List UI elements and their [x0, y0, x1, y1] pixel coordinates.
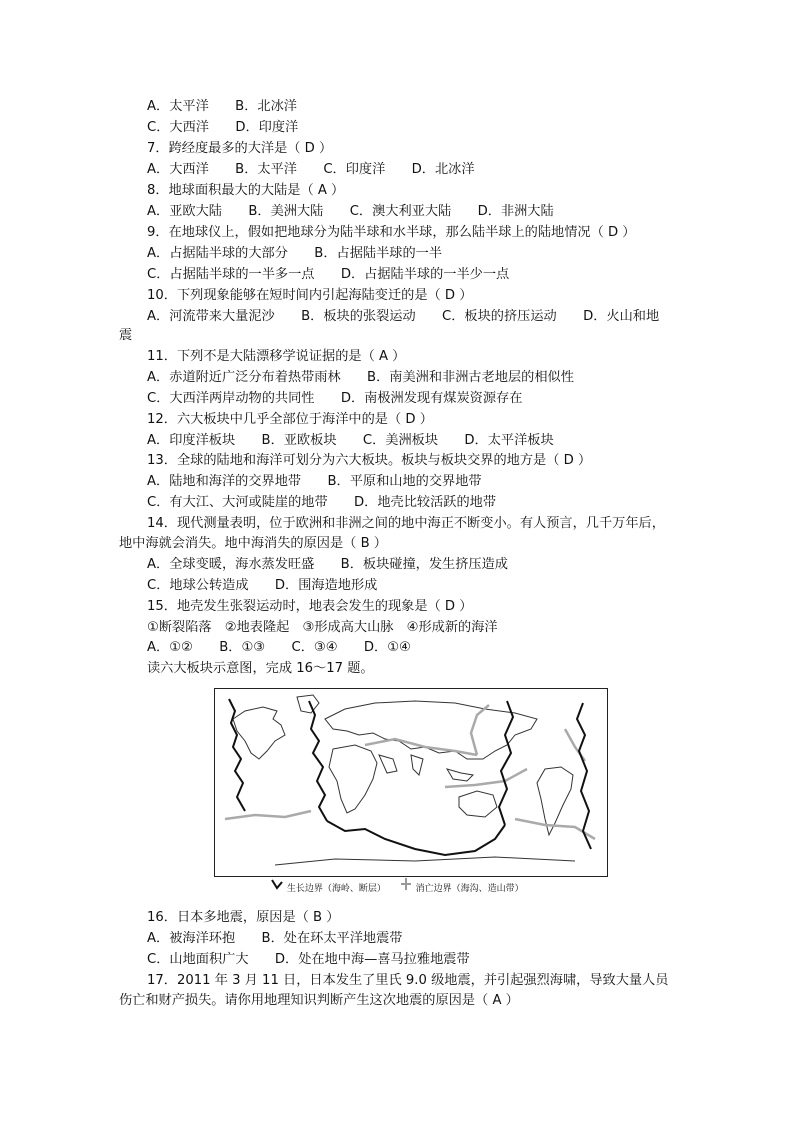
q16-stem: 16．日本多地震，原因是（ B ） — [147, 910, 340, 925]
q17-stem-wrap: 伤亡和财产损失。请你用地理知识判断产生这次地震的原因是（ A ） — [119, 993, 519, 1008]
q8-options: A．亚欧大陆 B．美洲大陆 C．澳大利亚大陆 D．非洲大陆 — [147, 204, 554, 219]
q10-stem: 10．下列现象能够在短时间内引起海陆变迁的是（ D ） — [147, 288, 473, 303]
q13-options-ab: A．陆地和海洋的交界地带 B．平原和山地的交界地带 — [147, 474, 482, 489]
q14-stem-wrap: 地中海就会消失。地中海消失的原因是（ B ） — [119, 536, 387, 551]
q7-stem: 7．跨经度最多的大洋是（ D ） — [147, 141, 333, 156]
q13-options-cd: C．有大江、大河或陡崖的地带 D．地壳比较活跃的地带 — [147, 495, 497, 510]
q6-options-ab: A．太平洋 B．北冰洋 — [147, 99, 297, 114]
q9-options-cd: C．占据陆半球的一半多一点 D．占据陆半球的一半少一点 — [147, 267, 510, 282]
growth-boundary-icon — [270, 878, 284, 890]
map-instruction: 读六大板块示意图，完成 16～17 题。 — [147, 661, 374, 676]
q8-stem: 8．地球面积最大的大陆是（ A ） — [147, 183, 345, 198]
q12-options: A．印度洋板块 B．亚欧板块 C．美洲板块 D．太平洋板块 — [147, 433, 554, 448]
q9-stem: 9．在地球仪上，假如把地球分为陆半球和水半球，那么陆半球上的陆地情况（ D ） — [147, 225, 636, 240]
legend-subduction-label: 消亡边界（海沟、造山带） — [415, 884, 524, 894]
q15-options: A．①② B．①③ C．③④ D．①④ — [147, 640, 411, 655]
q6-options-cd: C．大西洋 D．印度洋 — [147, 120, 299, 135]
q14-options-cd: C．地球公转造成 D．围海造地形成 — [147, 578, 378, 593]
q16-options-ab: A．被海洋环抱 B．处在环太平洋地震带 — [147, 931, 403, 946]
q15-items: ①断裂陷落 ②地表隆起 ③形成高大山脉 ④形成新的海洋 — [147, 620, 498, 635]
q11-options-cd: C．大西洋两岸动物的共同性 D．南极洲发现有煤炭资源存在 — [147, 391, 523, 406]
q11-stem: 11．下列不是大陆漂移学说证据的是（ A ） — [147, 349, 406, 364]
plate-map — [214, 688, 608, 877]
q10-options-wrap: 震 — [119, 328, 133, 343]
subduction-boundary-icon — [399, 878, 413, 890]
growth-boundaries — [229, 699, 591, 855]
q12-stem: 12．六大板块中几乎全部位于海洋中的是（ D ） — [147, 412, 433, 427]
legend-growth-label: 生长边界（海岭、断层） — [286, 884, 386, 894]
q14-stem: 14．现代测量表明，位于欧洲和非洲之间的地中海正不断变小。有人预言，几千万年后， — [147, 516, 665, 531]
q14-options-ab: A．全球变暖，海水蒸发旺盛 B．板块碰撞，发生挤压造成 — [147, 557, 508, 572]
q17-stem: 17．2011 年 3 月 11 日，日本发生了里氏 9.0 级地震，并引起强烈海啸，导致大量人员 — [147, 973, 669, 988]
q11-options-ab: A．赤道附近广泛分布着热带雨林 B．南美洲和非洲古老地层的相似性 — [147, 370, 574, 385]
q13-stem: 13．全球的陆地和海洋可划分为六大板块。板块与板块交界的地方是（ D ） — [147, 453, 592, 468]
q9-options-ab: A．占据陆半球的大部分 B．占据陆半球的一半 — [147, 246, 443, 261]
q16-options-cd: C．山地面积广大 D．处在地中海—喜马拉雅地震带 — [147, 952, 470, 967]
plate-map-drawing — [215, 689, 607, 876]
continent-outlines — [233, 695, 575, 865]
q15-stem: 15．地壳发生张裂运动时，地表会发生的现象是（ D ） — [147, 599, 473, 614]
q7-options: A．大西洋 B．太平洋 C．印度洋 D．北冰洋 — [147, 162, 475, 177]
q10-options: A．河流带来大量泥沙 B．板块的张裂运动 C．板块的挤压运动 D．火山和地 — [147, 309, 660, 324]
map-legend — [270, 878, 524, 894]
